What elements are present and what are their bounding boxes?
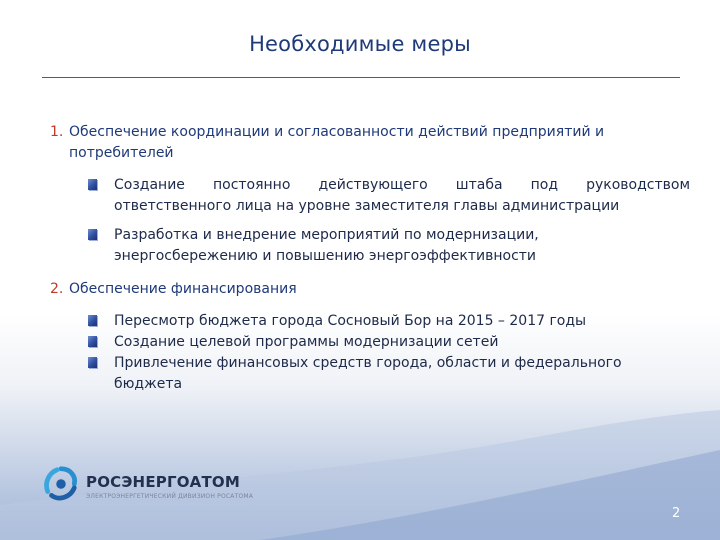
section-heading [69,122,690,164]
list-item [50,332,690,353]
slide-content [50,122,690,395]
list-item-line: энергосбережению и повышению энергоэффективности [114,248,537,264]
section-financing [50,279,690,300]
square-bullet-icon [88,179,97,190]
square-bullet-icon [88,315,97,326]
list-item-line: Создание постоянно действующего штаба под руководством [114,177,690,193]
section-number: 2. [50,281,64,297]
list-item-line: Создание целевой программы модернизации сетей [114,334,499,350]
section-heading: Обеспечение финансирования [69,281,297,297]
list-item-line: ответственного лица на уровне заместителя главы администрации [114,198,620,214]
list-item [50,311,690,332]
list-item-line: Разработка и внедрение мероприятий по модернизации, [114,227,539,243]
page-number: 2 [672,506,681,521]
list-item [50,353,690,395]
section-coordination [50,122,690,164]
list-item-line: Пересмотр бюджета города Сосновый Бор на 2015 – 2017 годы [114,313,587,329]
square-bullet-icon [88,229,97,240]
section-heading-line: потребителей [69,145,174,161]
company-logo [42,465,262,509]
section-number: 1. [50,124,64,140]
title-divider [42,77,680,78]
list-item-line: бюджета [114,376,183,392]
list-item [50,225,690,267]
square-bullet-icon [88,357,97,368]
rosenergoatom-logo-icon [42,465,80,503]
bullet-list [50,175,690,267]
logo-name: РОСЭНЕРГОАТОМ [86,473,240,491]
list-item [50,175,690,217]
list-item-line: Привлечение финансовых средств города, области и федерального [114,355,622,371]
logo-subtitle: ЭЛЕКТРОЭНЕРГЕТИЧЕСКИЙ ДИВИЗИОН РОСАТОМА [86,493,254,500]
square-bullet-icon [88,336,97,347]
slide-title: Необходимые меры [249,32,471,56]
bullet-list [50,311,690,395]
section-heading-line: Обеспечение координации и согласованности действий предприятий и [69,124,605,140]
